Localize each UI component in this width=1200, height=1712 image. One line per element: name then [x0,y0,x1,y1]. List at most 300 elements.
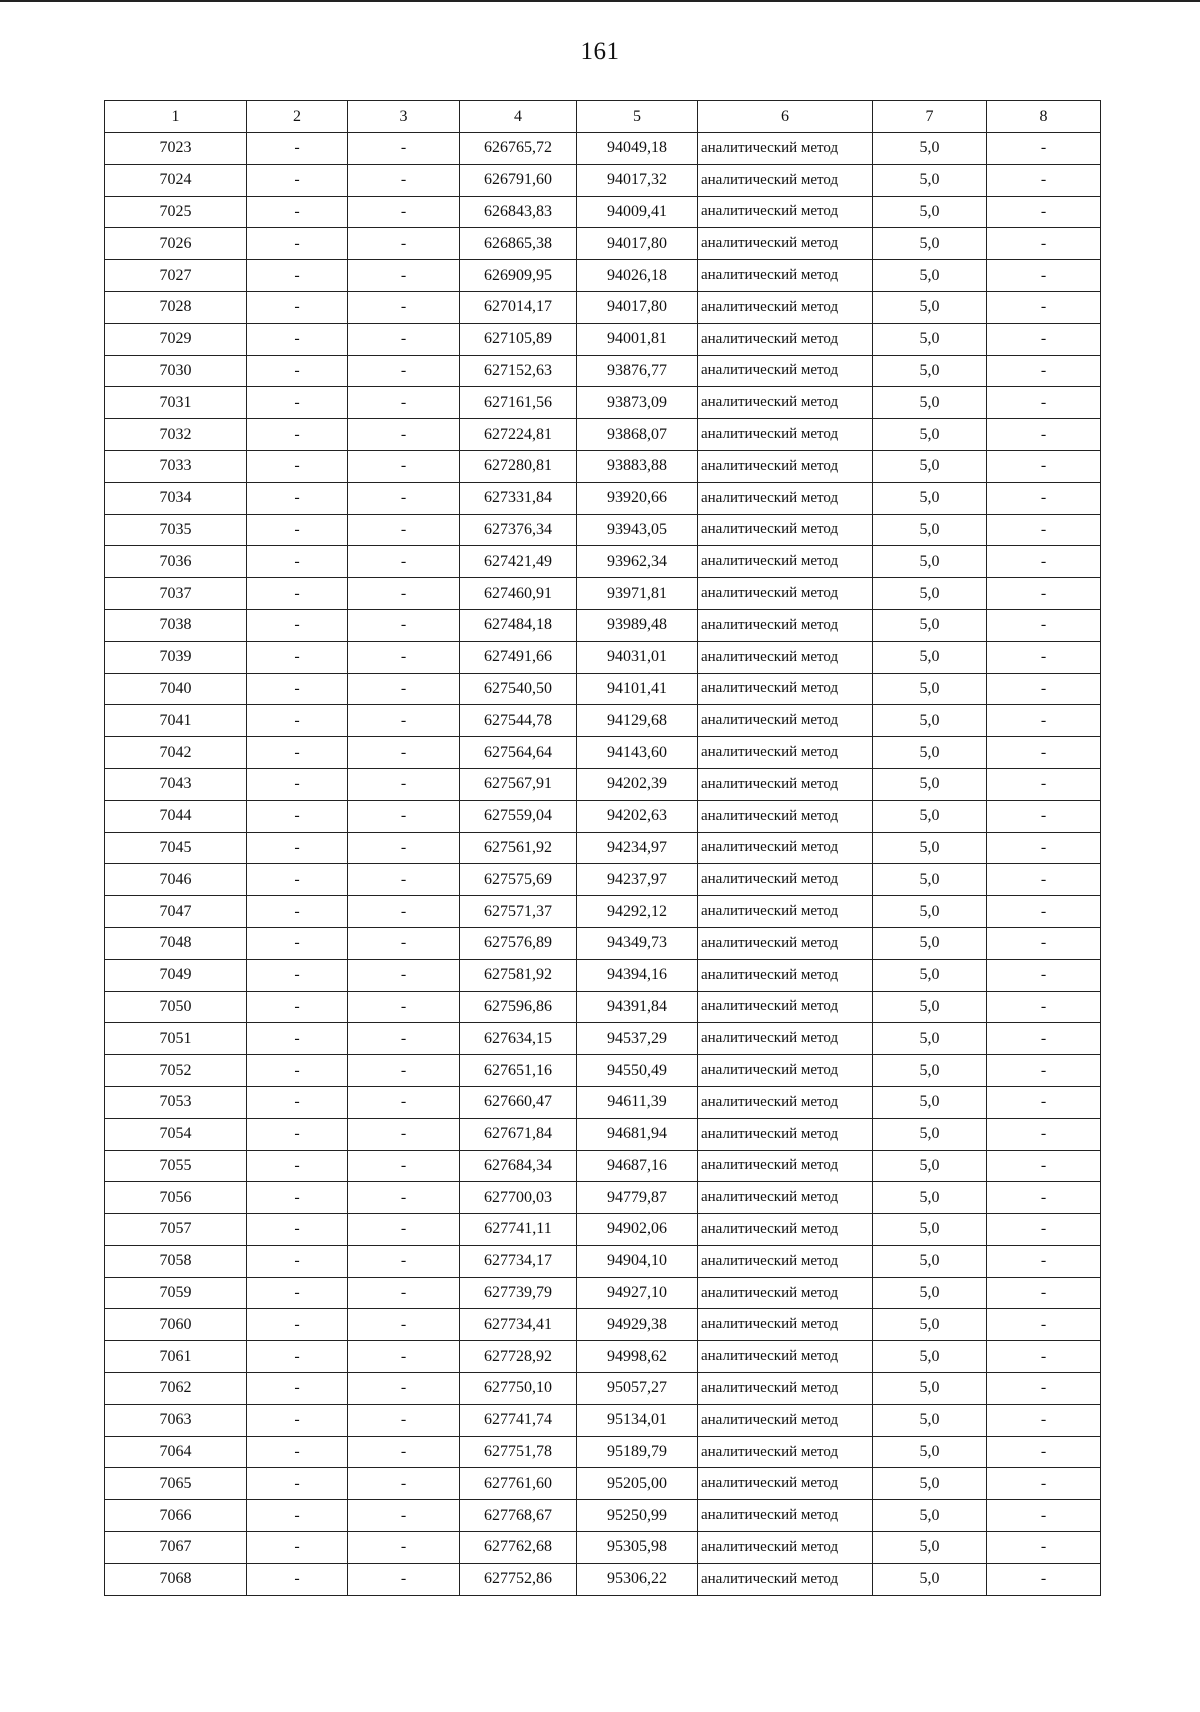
table-row [105,1532,1101,1564]
x-coordinate-cell: 626765,72 [460,133,577,165]
col-8-cell: - [987,705,1101,737]
point-number-cell: 7065 [105,1468,247,1500]
col-3-cell: - [348,1182,460,1214]
x-coordinate-cell: 627376,34 [460,514,577,546]
col-2-cell: - [247,514,348,546]
method-cell: аналитический метод [698,260,873,292]
col-3-cell: - [348,609,460,641]
x-coordinate-cell: 627561,92 [460,832,577,864]
y-coordinate-cell: 93873,09 [577,387,698,419]
col-8-cell: - [987,1118,1101,1150]
col-3-cell: - [348,737,460,769]
table-row [105,609,1101,641]
accuracy-cell: 5,0 [873,1532,987,1564]
x-coordinate-cell: 627596,86 [460,991,577,1023]
point-number-cell: 7063 [105,1404,247,1436]
col-3-cell: - [348,133,460,165]
accuracy-cell: 5,0 [873,1086,987,1118]
col-8-cell: - [987,832,1101,864]
column-header: 6 [698,101,873,133]
col-3-cell: - [348,1341,460,1373]
y-coordinate-cell: 95134,01 [577,1404,698,1436]
col-2-cell: - [247,1341,348,1373]
col-8-cell: - [987,737,1101,769]
method-cell: аналитический метод [698,927,873,959]
y-coordinate-cell: 93883,88 [577,450,698,482]
x-coordinate-cell: 627484,18 [460,609,577,641]
method-cell: аналитический метод [698,419,873,451]
col-8-cell: - [987,1277,1101,1309]
accuracy-cell: 5,0 [873,959,987,991]
col-2-cell: - [247,1500,348,1532]
accuracy-cell: 5,0 [873,196,987,228]
col-2-cell: - [247,578,348,610]
col-2-cell: - [247,896,348,928]
method-cell: аналитический метод [698,1532,873,1564]
table-row [105,133,1101,165]
col-3-cell: - [348,1404,460,1436]
point-number-cell: 7027 [105,260,247,292]
table-row [105,323,1101,355]
point-number-cell: 7064 [105,1436,247,1468]
y-coordinate-cell: 94394,16 [577,959,698,991]
col-3-cell: - [348,641,460,673]
col-3-cell: - [348,482,460,514]
y-coordinate-cell: 94349,73 [577,927,698,959]
col-8-cell: - [987,896,1101,928]
table-row [105,641,1101,673]
col-2-cell: - [247,419,348,451]
table-row [105,1245,1101,1277]
col-2-cell: - [247,1532,348,1564]
accuracy-cell: 5,0 [873,1468,987,1500]
column-header: 4 [460,101,577,133]
col-8-cell: - [987,1373,1101,1405]
col-3-cell: - [348,959,460,991]
y-coordinate-cell: 95205,00 [577,1468,698,1500]
y-coordinate-cell: 94202,39 [577,768,698,800]
table-row [105,737,1101,769]
method-cell: аналитический метод [698,1309,873,1341]
x-coordinate-cell: 627762,68 [460,1532,577,1564]
col-8-cell: - [987,133,1101,165]
accuracy-cell: 5,0 [873,1245,987,1277]
table-row [105,800,1101,832]
method-cell: аналитический метод [698,673,873,705]
accuracy-cell: 5,0 [873,514,987,546]
method-cell: аналитический метод [698,1245,873,1277]
x-coordinate-cell: 627739,79 [460,1277,577,1309]
col-2-cell: - [247,1373,348,1405]
method-cell: аналитический метод [698,1277,873,1309]
col-3-cell: - [348,896,460,928]
accuracy-cell: 5,0 [873,896,987,928]
col-2-cell: - [247,260,348,292]
point-number-cell: 7032 [105,419,247,451]
coordinates-table [104,100,1101,1596]
col-3-cell: - [348,323,460,355]
accuracy-cell: 5,0 [873,1404,987,1436]
point-number-cell: 7023 [105,133,247,165]
col-2-cell: - [247,832,348,864]
col-2-cell: - [247,1404,348,1436]
accuracy-cell: 5,0 [873,705,987,737]
accuracy-cell: 5,0 [873,991,987,1023]
col-8-cell: - [987,196,1101,228]
y-coordinate-cell: 94537,29 [577,1023,698,1055]
col-2-cell: - [247,1468,348,1500]
col-3-cell: - [348,1468,460,1500]
x-coordinate-cell: 627491,66 [460,641,577,673]
col-2-cell: - [247,609,348,641]
method-cell: аналитический метод [698,1341,873,1373]
col-2-cell: - [247,673,348,705]
y-coordinate-cell: 95250,99 [577,1500,698,1532]
y-coordinate-cell: 94101,41 [577,673,698,705]
column-header: 7 [873,101,987,133]
col-3-cell: - [348,514,460,546]
col-3-cell: - [348,1277,460,1309]
col-3-cell: - [348,1532,460,1564]
col-3-cell: - [348,991,460,1023]
x-coordinate-cell: 627750,10 [460,1373,577,1405]
col-2-cell: - [247,1436,348,1468]
col-2-cell: - [247,705,348,737]
method-cell: аналитический метод [698,387,873,419]
col-2-cell: - [247,1055,348,1087]
accuracy-cell: 5,0 [873,1277,987,1309]
x-coordinate-cell: 627571,37 [460,896,577,928]
col-2-cell: - [247,1245,348,1277]
point-number-cell: 7040 [105,673,247,705]
point-number-cell: 7049 [105,959,247,991]
x-coordinate-cell: 627634,15 [460,1023,577,1055]
col-2-cell: - [247,737,348,769]
col-2-cell: - [247,323,348,355]
x-coordinate-cell: 626865,38 [460,228,577,260]
x-coordinate-cell: 627575,69 [460,864,577,896]
col-2-cell: - [247,1214,348,1246]
point-number-cell: 7061 [105,1341,247,1373]
x-coordinate-cell: 627540,50 [460,673,577,705]
col-3-cell: - [348,1023,460,1055]
x-coordinate-cell: 627728,92 [460,1341,577,1373]
y-coordinate-cell: 94929,38 [577,1309,698,1341]
point-number-cell: 7066 [105,1500,247,1532]
y-coordinate-cell: 93971,81 [577,578,698,610]
table-row [105,260,1101,292]
method-cell: аналитический метод [698,737,873,769]
x-coordinate-cell: 627741,11 [460,1214,577,1246]
col-3-cell: - [348,164,460,196]
method-cell: аналитический метод [698,164,873,196]
table-row [105,482,1101,514]
col-8-cell: - [987,450,1101,482]
point-number-cell: 7033 [105,450,247,482]
x-coordinate-cell: 626909,95 [460,260,577,292]
accuracy-cell: 5,0 [873,927,987,959]
accuracy-cell: 5,0 [873,546,987,578]
col-8-cell: - [987,1182,1101,1214]
header-row [105,101,1101,133]
x-coordinate-cell: 627559,04 [460,800,577,832]
x-coordinate-cell: 627224,81 [460,419,577,451]
accuracy-cell: 5,0 [873,1436,987,1468]
accuracy-cell: 5,0 [873,450,987,482]
table-row [105,514,1101,546]
point-number-cell: 7055 [105,1150,247,1182]
col-2-cell: - [247,450,348,482]
accuracy-cell: 5,0 [873,609,987,641]
x-coordinate-cell: 627752,86 [460,1563,577,1595]
table-row [105,387,1101,419]
x-coordinate-cell: 627567,91 [460,768,577,800]
table-row [105,673,1101,705]
table-row [105,196,1101,228]
y-coordinate-cell: 93962,34 [577,546,698,578]
column-header: 5 [577,101,698,133]
col-2-cell: - [247,927,348,959]
table-body [105,133,1101,1596]
point-number-cell: 7054 [105,1118,247,1150]
table-row [105,927,1101,959]
y-coordinate-cell: 94687,16 [577,1150,698,1182]
method-cell: аналитический метод [698,1182,873,1214]
col-2-cell: - [247,864,348,896]
table-row [105,1468,1101,1500]
method-cell: аналитический метод [698,355,873,387]
table-row [105,1404,1101,1436]
method-cell: аналитический метод [698,1404,873,1436]
method-cell: аналитический метод [698,1563,873,1595]
x-coordinate-cell: 626791,60 [460,164,577,196]
y-coordinate-cell: 95057,27 [577,1373,698,1405]
x-coordinate-cell: 627660,47 [460,1086,577,1118]
col-3-cell: - [348,1373,460,1405]
method-cell: аналитический метод [698,705,873,737]
y-coordinate-cell: 94017,80 [577,228,698,260]
col-2-cell: - [247,1118,348,1150]
y-coordinate-cell: 94998,62 [577,1341,698,1373]
col-3-cell: - [348,355,460,387]
accuracy-cell: 5,0 [873,673,987,705]
col-3-cell: - [348,1055,460,1087]
x-coordinate-cell: 627014,17 [460,291,577,323]
col-8-cell: - [987,260,1101,292]
method-cell: аналитический метод [698,1055,873,1087]
method-cell: аналитический метод [698,864,873,896]
method-cell: аналитический метод [698,800,873,832]
y-coordinate-cell: 94202,63 [577,800,698,832]
method-cell: аналитический метод [698,641,873,673]
accuracy-cell: 5,0 [873,1373,987,1405]
accuracy-cell: 5,0 [873,832,987,864]
col-3-cell: - [348,1563,460,1595]
col-2-cell: - [247,991,348,1023]
col-2-cell: - [247,291,348,323]
point-number-cell: 7059 [105,1277,247,1309]
point-number-cell: 7057 [105,1214,247,1246]
method-cell: аналитический метод [698,546,873,578]
point-number-cell: 7050 [105,991,247,1023]
accuracy-cell: 5,0 [873,133,987,165]
col-8-cell: - [987,1468,1101,1500]
col-8-cell: - [987,1245,1101,1277]
col-2-cell: - [247,1309,348,1341]
point-number-cell: 7067 [105,1532,247,1564]
col-8-cell: - [987,991,1101,1023]
method-cell: аналитический метод [698,1500,873,1532]
method-cell: аналитический метод [698,959,873,991]
y-coordinate-cell: 93989,48 [577,609,698,641]
y-coordinate-cell: 94009,41 [577,196,698,228]
col-2-cell: - [247,196,348,228]
col-3-cell: - [348,864,460,896]
col-2-cell: - [247,1277,348,1309]
column-header: 2 [247,101,348,133]
y-coordinate-cell: 94902,06 [577,1214,698,1246]
x-coordinate-cell: 627576,89 [460,927,577,959]
method-cell: аналитический метод [698,1214,873,1246]
point-number-cell: 7035 [105,514,247,546]
accuracy-cell: 5,0 [873,737,987,769]
col-8-cell: - [987,1532,1101,1564]
x-coordinate-cell: 626843,83 [460,196,577,228]
col-3-cell: - [348,1086,460,1118]
y-coordinate-cell: 94391,84 [577,991,698,1023]
table-row [105,546,1101,578]
col-8-cell: - [987,768,1101,800]
table-row [105,1150,1101,1182]
point-number-cell: 7038 [105,609,247,641]
table-row [105,768,1101,800]
col-8-cell: - [987,927,1101,959]
col-8-cell: - [987,482,1101,514]
col-3-cell: - [348,260,460,292]
accuracy-cell: 5,0 [873,387,987,419]
col-8-cell: - [987,1341,1101,1373]
col-2-cell: - [247,387,348,419]
col-2-cell: - [247,768,348,800]
accuracy-cell: 5,0 [873,1182,987,1214]
point-number-cell: 7030 [105,355,247,387]
y-coordinate-cell: 95305,98 [577,1532,698,1564]
x-coordinate-cell: 627152,63 [460,355,577,387]
y-coordinate-cell: 94237,97 [577,864,698,896]
col-3-cell: - [348,927,460,959]
col-3-cell: - [348,291,460,323]
table-row [105,864,1101,896]
point-number-cell: 7031 [105,387,247,419]
col-2-cell: - [247,1563,348,1595]
method-cell: аналитический метод [698,1468,873,1500]
column-header: 1 [105,101,247,133]
x-coordinate-cell: 627105,89 [460,323,577,355]
y-coordinate-cell: 94143,60 [577,737,698,769]
col-3-cell: - [348,387,460,419]
col-8-cell: - [987,546,1101,578]
y-coordinate-cell: 94904,10 [577,1245,698,1277]
col-8-cell: - [987,578,1101,610]
point-number-cell: 7060 [105,1309,247,1341]
col-2-cell: - [247,1086,348,1118]
point-number-cell: 7045 [105,832,247,864]
accuracy-cell: 5,0 [873,323,987,355]
accuracy-cell: 5,0 [873,228,987,260]
y-coordinate-cell: 94550,49 [577,1055,698,1087]
column-header: 3 [348,101,460,133]
x-coordinate-cell: 627651,16 [460,1055,577,1087]
method-cell: аналитический метод [698,1118,873,1150]
table-row [105,991,1101,1023]
method-cell: аналитический метод [698,228,873,260]
col-2-cell: - [247,959,348,991]
col-8-cell: - [987,1404,1101,1436]
col-3-cell: - [348,1245,460,1277]
point-number-cell: 7028 [105,291,247,323]
table-row [105,355,1101,387]
table-row [105,1086,1101,1118]
point-number-cell: 7068 [105,1563,247,1595]
method-cell: аналитический метод [698,609,873,641]
table-row [105,1118,1101,1150]
point-number-cell: 7048 [105,927,247,959]
accuracy-cell: 5,0 [873,1563,987,1595]
y-coordinate-cell: 94031,01 [577,641,698,673]
table-row [105,291,1101,323]
method-cell: аналитический метод [698,133,873,165]
col-8-cell: - [987,323,1101,355]
col-8-cell: - [987,1150,1101,1182]
col-3-cell: - [348,1500,460,1532]
y-coordinate-cell: 94927,10 [577,1277,698,1309]
accuracy-cell: 5,0 [873,1500,987,1532]
col-8-cell: - [987,1309,1101,1341]
x-coordinate-cell: 627564,64 [460,737,577,769]
table-row [105,1055,1101,1087]
col-8-cell: - [987,387,1101,419]
table-row [105,419,1101,451]
accuracy-cell: 5,0 [873,1309,987,1341]
col-8-cell: - [987,1214,1101,1246]
point-number-cell: 7052 [105,1055,247,1087]
point-number-cell: 7046 [105,864,247,896]
x-coordinate-cell: 627751,78 [460,1436,577,1468]
y-coordinate-cell: 94681,94 [577,1118,698,1150]
col-8-cell: - [987,864,1101,896]
page-number: 161 [580,38,620,65]
x-coordinate-cell: 627544,78 [460,705,577,737]
x-coordinate-cell: 627684,34 [460,1150,577,1182]
col-2-cell: - [247,800,348,832]
x-coordinate-cell: 627700,03 [460,1182,577,1214]
method-cell: аналитический метод [698,768,873,800]
col-2-cell: - [247,1182,348,1214]
point-number-cell: 7047 [105,896,247,928]
table-row [105,896,1101,928]
col-8-cell: - [987,355,1101,387]
point-number-cell: 7062 [105,1373,247,1405]
method-cell: аналитический метод [698,450,873,482]
table-row [105,1182,1101,1214]
accuracy-cell: 5,0 [873,1118,987,1150]
point-number-cell: 7043 [105,768,247,800]
col-3-cell: - [348,673,460,705]
accuracy-cell: 5,0 [873,1341,987,1373]
col-8-cell: - [987,514,1101,546]
point-number-cell: 7029 [105,323,247,355]
col-3-cell: - [348,800,460,832]
